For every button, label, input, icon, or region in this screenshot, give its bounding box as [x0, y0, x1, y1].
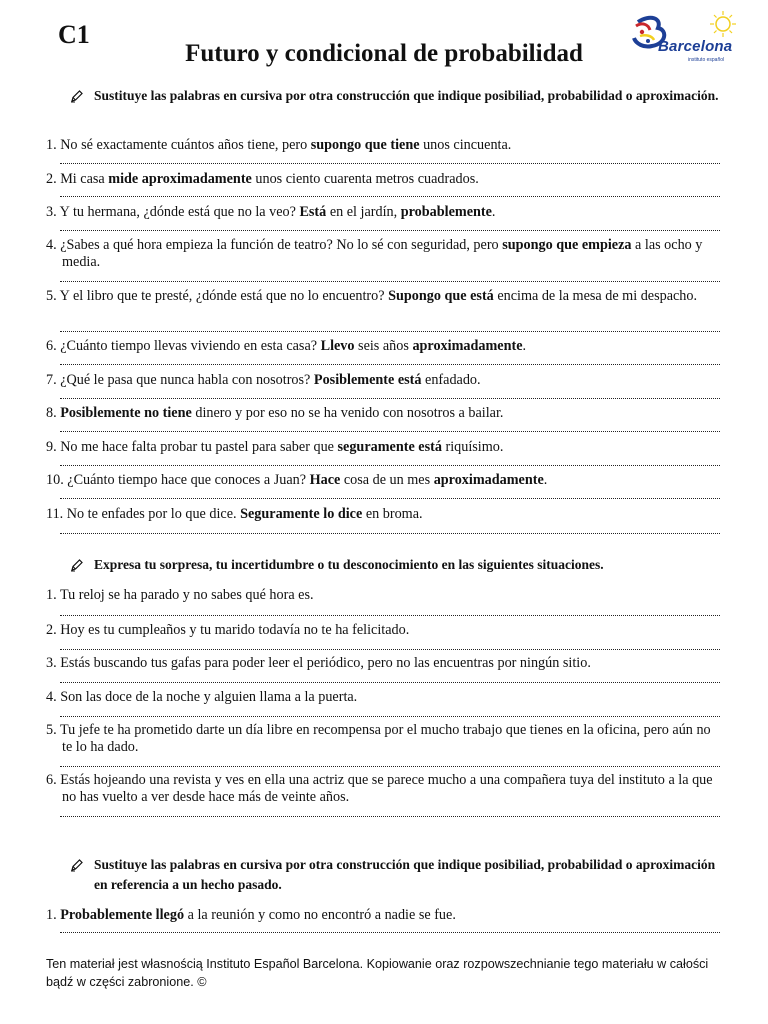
highlighted-phrase: supongo que empieza — [502, 237, 632, 253]
item-number: 8. — [46, 405, 57, 421]
instruction-text: Sustituye las palabras en cursiva por otra construcción que indique posibiliad, probabilidad o aproximación en referencia a un hecho pasado. — [94, 857, 716, 892]
instruction-text: Sustituye las palabras en cursiva por otra construcción que indique posibiliad, probabilidad o aproximación. — [94, 88, 719, 103]
highlighted-phrase: seguramente está — [337, 439, 442, 455]
pencil-icon — [70, 558, 84, 572]
sentence-text: Estás buscando tus gafas para poder leer el periódico, pero no las encuentras por ningún sitio. — [60, 655, 591, 671]
sentence-text: ¿Cuánto tiempo llevas viviendo en esta casa? — [60, 338, 321, 354]
exercise-text — [46, 171, 722, 188]
exercise-text — [46, 506, 722, 523]
exercise-item — [46, 655, 722, 672]
sentence-text: Tu reloj se ha parado y no sabes qué hora es. — [59, 587, 314, 603]
exercise-item — [46, 204, 722, 221]
sentence-text: Mi casa — [60, 171, 109, 187]
exercise-item — [46, 907, 722, 924]
exercise-text — [46, 338, 722, 355]
exercise-text — [46, 237, 722, 271]
answer-line[interactable] — [60, 766, 720, 767]
logo-subtitle: instituto español — [688, 57, 725, 63]
copyright-footer: Ten materiał jest własnością Instituto Español Barcelona. Kopiowanie oraz rozpowszechnianie tego materiału w całości bądź w części zabronione. © — [46, 957, 709, 989]
exercise-item — [46, 587, 722, 604]
item-number: 3. — [46, 204, 57, 220]
exercise-text — [46, 439, 722, 456]
sentence-text: ¿Sabes a qué hora empieza la función de teatro? No lo sé con seguridad, pero — [60, 237, 503, 253]
item-number: 6. — [46, 338, 57, 354]
section-1-instruction — [0, 86, 768, 106]
item-number: 11. — [46, 506, 64, 522]
item-number: 1. — [46, 907, 57, 923]
item-number: 4. — [46, 689, 57, 705]
answer-line[interactable] — [60, 615, 720, 616]
item-number: 4. — [46, 237, 57, 253]
sentence-text: ¿Cuánto tiempo hace que conoces a Juan? — [67, 472, 310, 488]
sentence-text: No me hace falta probar tu pastel para saber que — [60, 439, 338, 455]
sentence-text: . — [522, 338, 527, 354]
level-label: C1 — [58, 20, 90, 49]
highlighted-phrase: Posiblemente no tiene — [60, 405, 192, 421]
sentence-text: unos ciento cuarenta metros cuadrados. — [251, 171, 479, 187]
sentence-text: Y el libro que te presté, ¿dónde está que no lo encuentro? — [59, 288, 389, 304]
answer-line[interactable] — [60, 465, 720, 466]
sentence-text: seis años — [354, 338, 413, 354]
sentence-text: encima de la mesa de mi despacho. — [493, 288, 698, 304]
answer-line[interactable] — [60, 398, 720, 399]
highlighted-phrase: Está — [299, 204, 327, 220]
sentence-text: en broma. — [362, 506, 423, 522]
highlighted-phrase: Seguramente lo dice — [240, 506, 363, 522]
answer-line[interactable] — [60, 331, 720, 332]
sentence-text: . — [543, 472, 548, 488]
exercise-text — [46, 405, 722, 422]
exercise-item — [46, 338, 722, 355]
exercise-text — [46, 288, 722, 305]
exercise-item — [46, 237, 722, 271]
sentence-text: en el jardín, — [326, 204, 401, 220]
exercise-text — [46, 689, 722, 706]
sentence-text: Tu jefe te ha prometido darte un día libre en recompensa por el mucho trabajo que tienes en la oficina, pero aún no te lo ha dado. — [59, 722, 711, 755]
answer-line[interactable] — [60, 364, 720, 365]
item-number: 1. — [46, 587, 57, 603]
sentence-text: No te enfades por lo que dice. — [66, 506, 241, 522]
highlighted-phrase: probablemente — [400, 204, 492, 220]
item-number: 1. — [46, 137, 57, 153]
highlighted-phrase: aproximadamente — [412, 338, 523, 354]
section-2-instruction — [0, 555, 768, 575]
exercise-item — [46, 439, 722, 456]
page-title: Futuro y condicional de probabilidad — [185, 40, 583, 67]
sentence-text: a la reunión y como no encontró a nadie se fue. — [184, 907, 456, 923]
exercise-item — [46, 506, 722, 523]
exercise-text — [46, 655, 722, 672]
highlighted-phrase: Llevo — [320, 338, 355, 354]
exercise-text — [46, 587, 722, 604]
sentence-text: dinero y por eso no se ha venido con nosotros a bailar. — [191, 405, 504, 421]
answer-line[interactable] — [60, 230, 720, 231]
exercise-text — [46, 622, 722, 639]
answer-line[interactable] — [60, 431, 720, 432]
sentence-text: Estás hojeando una revista y ves en ella una actriz que se parece mucho a una compañera tuya del instituto a la que no has vuelto a ver desde hace más de veinte años. — [60, 772, 713, 805]
sentence-text: riquísimo. — [441, 439, 504, 455]
logo-wordmark: Barcelona — [658, 38, 733, 55]
answer-line[interactable] — [60, 716, 720, 717]
item-number: 2. — [46, 171, 57, 187]
sentence-text: Hoy es tu cumpleaños y tu marido todavía no te ha felicitado. — [60, 622, 410, 638]
answer-line[interactable] — [60, 649, 720, 650]
sentence-text: cosa de un mes — [340, 472, 434, 488]
answer-line[interactable] — [60, 816, 720, 817]
answer-line[interactable] — [60, 533, 720, 534]
highlighted-phrase: aproximadamente — [433, 472, 544, 488]
exercise-item — [46, 622, 722, 639]
exercise-item — [46, 288, 722, 305]
highlighted-phrase: Probablemente llegó — [60, 907, 185, 923]
item-number: 3. — [46, 655, 57, 671]
exercise-item — [46, 472, 722, 489]
answer-line[interactable] — [60, 163, 720, 164]
sentence-text: Son las doce de la noche y alguien llama a la puerta. — [60, 689, 358, 705]
exercise-item — [46, 689, 722, 706]
highlighted-phrase: Posiblemente está — [313, 372, 422, 388]
sentence-text: Y tu hermana, ¿dónde está que no la veo? — [59, 204, 300, 220]
exercise-text — [46, 372, 722, 389]
exercise-item — [46, 405, 722, 422]
exercise-text — [46, 907, 722, 924]
item-number: 10. — [46, 472, 64, 488]
barcelona-logo — [628, 8, 740, 66]
exercise-item — [46, 171, 722, 188]
instruction-text: Expresa tu sorpresa, tu incertidumbre o tu desconocimiento en las siguientes situaciones. — [94, 557, 604, 572]
item-number: 7. — [46, 372, 57, 388]
exercise-text — [46, 472, 722, 489]
pencil-icon — [70, 858, 84, 872]
answer-line[interactable] — [60, 932, 720, 933]
sentence-text: No sé exactamente cuántos años tiene, pero — [60, 137, 311, 153]
sentence-text: ¿Qué le pasa que nunca habla con nosotros? — [60, 372, 314, 388]
item-number: 9. — [46, 439, 57, 455]
exercise-item — [46, 772, 722, 806]
sentence-text: unos cincuenta. — [419, 137, 512, 153]
exercise-text — [46, 772, 722, 806]
answer-line[interactable] — [60, 196, 720, 197]
answer-line[interactable] — [60, 498, 720, 499]
exercise-item — [46, 722, 722, 756]
sentence-text: a las ocho y media. — [62, 237, 703, 270]
item-number: 2. — [46, 622, 57, 638]
exercise-text — [46, 204, 722, 221]
answer-line[interactable] — [60, 281, 720, 282]
item-number: 5. — [46, 722, 57, 738]
highlighted-phrase: supongo que tiene — [310, 137, 420, 153]
pencil-icon — [70, 89, 84, 103]
sentence-text: enfadado. — [421, 372, 481, 388]
item-number: 5. — [46, 288, 57, 304]
exercise-item — [46, 372, 722, 389]
exercise-text — [46, 722, 722, 756]
highlighted-phrase: Supongo que está — [388, 288, 494, 304]
highlighted-phrase: mide aproximadamente — [108, 171, 252, 187]
section-3-instruction — [0, 855, 768, 895]
highlighted-phrase: Hace — [309, 472, 341, 488]
item-number: 6. — [46, 772, 57, 788]
sentence-text: . — [491, 204, 496, 220]
exercise-text — [46, 137, 722, 154]
exercise-item — [46, 137, 722, 154]
answer-line[interactable] — [60, 682, 720, 683]
